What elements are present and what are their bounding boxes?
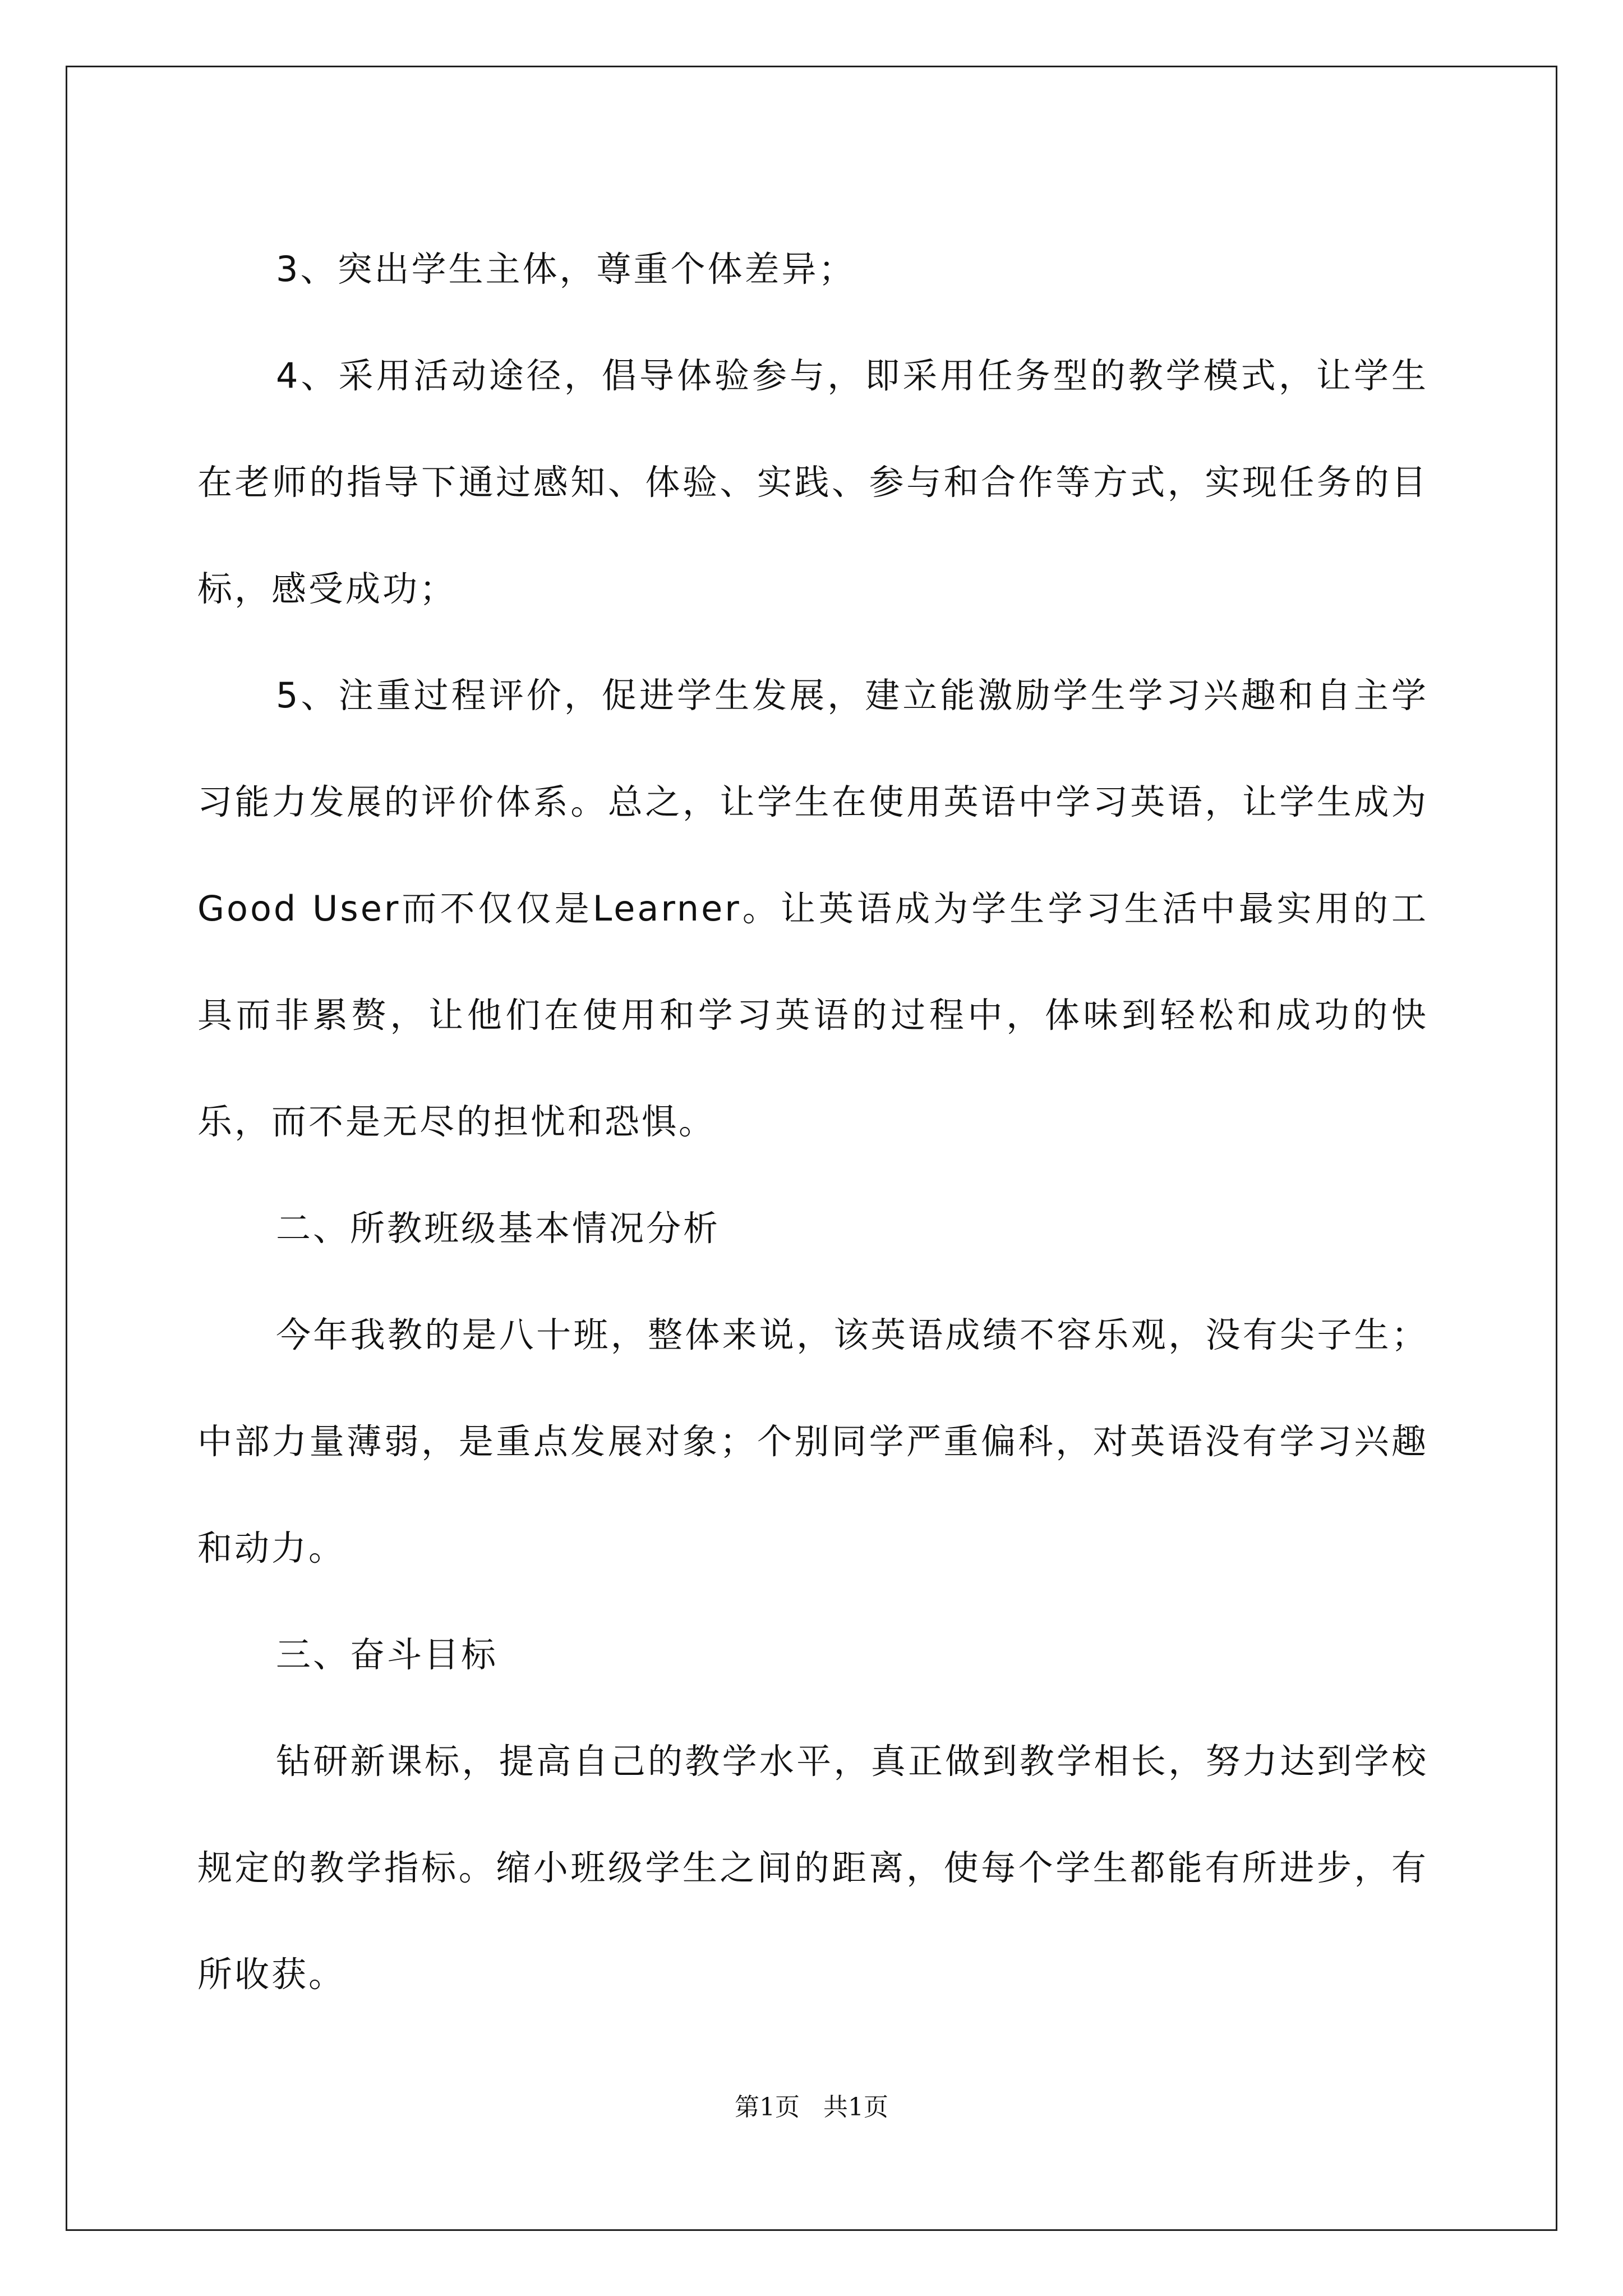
page-total: 共1页 [823, 2093, 888, 2122]
paragraph: 3、突出学生主体，尊重个体差异； [276, 249, 856, 289]
document-body [197, 216, 1428, 2028]
page-number: 第1页 [735, 2093, 800, 2122]
section-heading: 三、奋斗目标 [276, 1634, 499, 1675]
paragraph: 今年我教的是八十班，整体来说，该英语成绩不容乐观，没有尖子生；中部力量薄弱，是重点发展对象；个别同学严重偏科，对英语没有学习兴趣和动力。 [197, 1314, 1428, 1568]
section-heading: 二、所教班级基本情况分析 [276, 1208, 721, 1249]
page-footer [0, 2087, 1623, 2123]
paragraph: 钻研新课标，提高自己的教学水平，真正做到教学相长，努力达到学校规定的教学指标。缩小班级学生之间的距离，使每个学生都能有所进步，有所收获。 [197, 1741, 1428, 1995]
paragraph: 4、采用活动途径，倡导体验参与，即采用任务型的教学模式，让学生在老师的指导下通过感知、体验、实践、参与和合作等方式，实现任务的目标，感受成功； [197, 355, 1428, 609]
paragraph: 5、注重过程评价，促进学生发展，建立能激励学生学习兴趣和自主学习能力发展的评价体系。总之，让学生在使用英语中学习英语，让学生成为Good User而不仅仅是Learner。让英语成为学生学习生活中最实用的工具而非累赘，让他们在使用和学习英语的过程中，体味到轻松和成功的快乐，而不是无尽的担忧和恐惧。 [197, 675, 1428, 1142]
